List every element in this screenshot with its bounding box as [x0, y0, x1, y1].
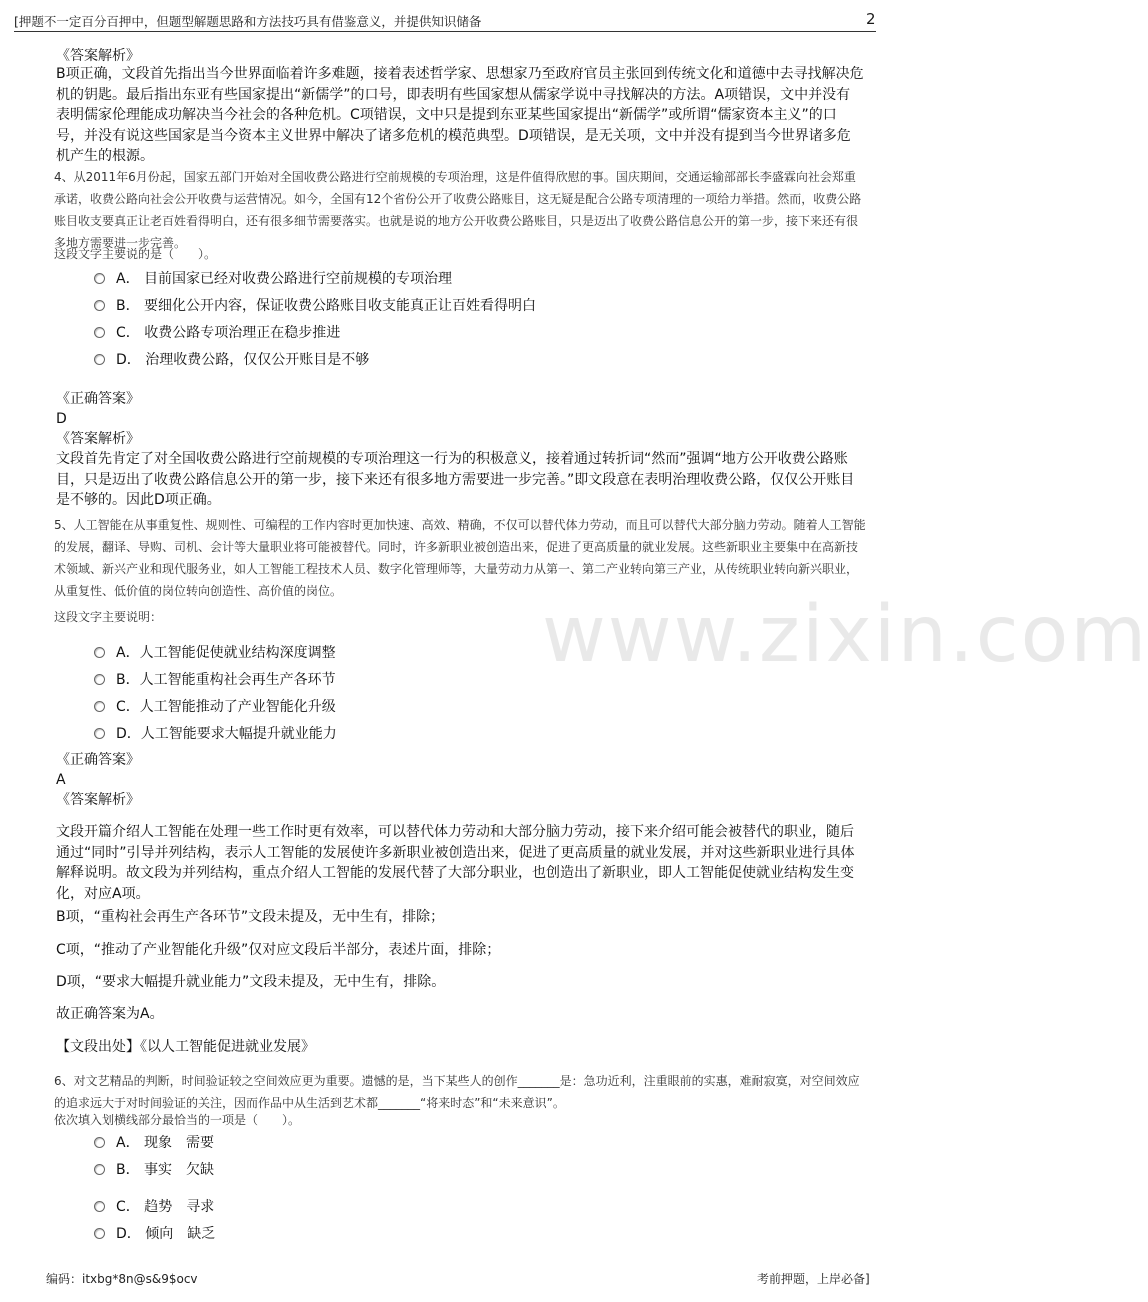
radio-icon[interactable]: [94, 1164, 105, 1175]
q5-option-d[interactable]: D．人工智能要求大幅提升就业能力: [94, 723, 337, 743]
q6-option-a[interactable]: A． 现象 需要: [94, 1132, 214, 1152]
radio-icon[interactable]: [94, 327, 105, 338]
header-rule: [14, 31, 876, 32]
q5-analysis-heading: 《答案解析》: [56, 792, 140, 808]
q5-analysis-b: B项，“重构社会再生产各环节”文段未提及，无中生有，排除；: [56, 909, 445, 925]
q5-option-b[interactable]: B．人工智能重构社会再生产各环节: [94, 669, 336, 689]
q3-analysis-text: B项正确，文段首先指出当今世界面临着许多难题，接着表述哲学家、思想家乃至政府官员主张回到传统文化和道德中去寻找解决危机的钥匙。最后指出东亚有些国家提出“新儒学”的口号，即表明有些国家想从儒家学说中寻找解决的方法。A项错误，文中并没有表明儒家伦理能成功解决当今社会的各种危机。C项错误，文中只是提到东亚某些国家提出“新儒学”或所谓“儒家资本主义”的口号，并没有说这些国家是当今资本主义世界中解决了诸多危机的模范典型。D项错误，是无关项，文中并没有提到当今世界诸多危机产生的根源。: [56, 66, 864, 164]
q4-stem: 4、从2011年6月份起，国家五部门开始对全国收费公路进行空前规模的专项治理，这是件值得欣慰的事。国庆期间，交通运输部部长李盛霖向社会郑重承诺，收费公路向社会公开收费与运营情况。如今，全国有12个省份公开了收费公路账目，这无疑是配合公路专项清理的一项给力举措。然而，收费公路账目收支要真正让老百姓看得明白，还有很多细节需要落实。也就是说的地方公开收费公路账目，只是迈出了收费公路信息公开的第一步，接下来还有很多地方需要进一步完善。: [54, 170, 862, 250]
q4-question: 这段文字主要说的是（ ）。: [54, 247, 217, 261]
q5-option-a[interactable]: A．人工智能促使就业结构深度调整: [94, 642, 336, 662]
header-title: [押题不一定百分百押中，但题型解题思路和方法技巧具有借鉴意义，并提供知识储备: [14, 14, 482, 29]
q3-analysis-heading: 《答案解析》: [56, 48, 140, 64]
q5-option-c[interactable]: C．人工智能推动了产业智能化升级: [94, 696, 336, 716]
footer-slogan: 考前押题，上岸必备]: [757, 1272, 870, 1286]
q5-conclusion: 故正确答案为A。: [56, 1006, 164, 1022]
q6-stem: 6、对文艺精品的判断，时间验证较之空间效应更为重要。遗憾的是，当下某些人的创作_______是：急功近利，注重眼前的实惠，难耐寂寞，对空间效应的追求远大于对时间验证的关注，因而作品中从生活到艺术都_______“将来时态”和“未来意识”。: [54, 1074, 860, 1110]
q5-analysis: 文段开篇介绍人工智能在处理一些工作时更有效率，可以替代体力劳动和大部分脑力劳动，接下来介绍可能会被替代的职业，随后通过“同时”引导并列结构，表示人工智能的发展使许多新职业被创造出来，促进了更高质量的就业发展，并对这些新职业进行具体解释说明。故文段为并列结构，重点介绍人工智能的发展代替了大部分职业，也创造出了新职业，即人工智能促使就业结构发生变化，对应A项。: [56, 824, 855, 902]
q4-analysis: 文段首先肯定了对全国收费公路进行空前规模的专项治理这一行为的积极意义，接着通过转折词“然而”强调“地方公开收费公路账目，只是迈出了收费公路信息公开的第一步，接下来还有很多地方需要进一步完善。”即文段意在表明治理收费公路，仅仅公开账目是不够的。因此D项正确。: [56, 451, 855, 508]
radio-icon[interactable]: [94, 701, 105, 712]
q6-option-d[interactable]: D． 倾向 缺乏: [94, 1223, 215, 1243]
radio-icon[interactable]: [94, 1137, 105, 1148]
q5-answer: A: [56, 772, 66, 788]
radio-icon[interactable]: [94, 354, 105, 365]
q4-option-c[interactable]: C． 收费公路专项治理正在稳步推进: [94, 322, 340, 342]
radio-icon[interactable]: [94, 674, 105, 685]
q4-analysis-heading: 《答案解析》: [56, 431, 140, 447]
radio-icon[interactable]: [94, 273, 105, 284]
q5-answer-heading: 《正确答案》: [56, 752, 140, 768]
q6-option-c[interactable]: C． 趋势 寻求: [94, 1196, 214, 1216]
q4-option-a[interactable]: A． 目前国家已经对收费公路进行空前规模的专项治理: [94, 268, 452, 288]
radio-icon[interactable]: [94, 300, 105, 311]
radio-icon[interactable]: [94, 647, 105, 658]
footer-code: 编码：itxbg*8n@s&9$ocv: [46, 1272, 198, 1286]
q5-analysis-c: C项，“推动了产业智能化升级”仅对应文段后半部分，表述片面，排除；: [56, 942, 501, 958]
q6-option-b[interactable]: B． 事实 欠缺: [94, 1159, 214, 1179]
q4-answer: D: [56, 411, 67, 427]
q4-answer-heading: 《正确答案》: [56, 391, 140, 407]
q4-option-d[interactable]: D． 治理收费公路，仅仅公开账目是不够: [94, 349, 369, 369]
q5-question: 这段文字主要说明：: [54, 610, 163, 624]
q5-stem: 5、人工智能在从事重复性、规则性、可编程的工作内容时更加快速、高效、精确，不仅可以替代体力劳动，而且可以替代大部分脑力劳动。随着人工智能的发展，翻译、导购、司机、会计等大量职业将可能被替代。同时，许多新职业被创造出来，促进了更高质量的就业发展。这些新职业主要集中在高新技术领域、新兴产业和现代服务业，如人工智能工程技术人员、数字化管理师等，大量劳动力从第一、第二产业转向第三产业，从传统职业转向新兴职业，从重复性、低价值的岗位转向创造性、高价值的岗位。: [54, 518, 866, 598]
radio-icon[interactable]: [94, 728, 105, 739]
radio-icon[interactable]: [94, 1201, 105, 1212]
radio-icon[interactable]: [94, 1228, 105, 1239]
q6-question: 依次填入划横线部分最恰当的一项是（ ）。: [54, 1113, 301, 1127]
watermark: www.zixin.com: [542, 590, 1148, 680]
q5-source: 【文段出处】《以人工智能促进就业发展》: [56, 1039, 315, 1055]
q4-option-b[interactable]: B． 要细化公开内容，保证收费公路账目收支能真正让百姓看得明白: [94, 295, 536, 315]
q5-analysis-d: D项，“要求大幅提升就业能力”文段未提及，无中生有，排除。: [56, 974, 446, 990]
page-number: 2: [866, 10, 876, 28]
